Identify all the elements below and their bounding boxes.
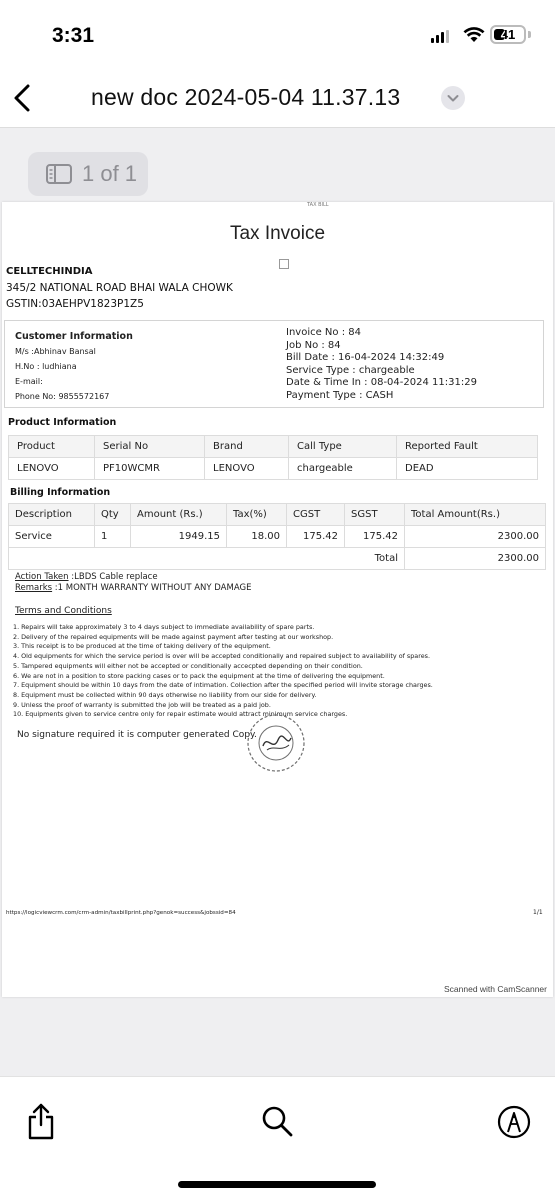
bottom-toolbar bbox=[0, 1076, 555, 1200]
customer-box bbox=[4, 320, 544, 408]
table-row bbox=[9, 458, 538, 480]
customer-info bbox=[15, 329, 133, 404]
table-cell: 175.42 bbox=[345, 526, 405, 548]
status-bar bbox=[0, 0, 555, 70]
chevron-down-icon[interactable] bbox=[441, 86, 465, 110]
invoice-heading: Tax Invoice bbox=[229, 223, 326, 244]
table-header: Qty bbox=[95, 504, 131, 526]
table-cell: Service bbox=[9, 526, 95, 548]
job-notes bbox=[15, 572, 251, 594]
battery-percent: 41 bbox=[500, 27, 516, 42]
table-header: Tax(%) bbox=[227, 504, 287, 526]
terms-list bbox=[13, 623, 433, 720]
search-icon[interactable] bbox=[261, 1105, 293, 1137]
company-gstin: GSTIN:03AEHPV1823P1Z5 bbox=[6, 298, 144, 310]
service-type: Service Type : chargeable bbox=[286, 364, 415, 376]
remarks-label: Remarks bbox=[15, 583, 53, 593]
list-item: 6. We are not in a position to store packing cases or to pack the equipment at the time of delivering the equipment. bbox=[13, 671, 385, 680]
table-header: Serial No bbox=[95, 436, 205, 458]
total-value: 2300.00 bbox=[405, 548, 546, 570]
table-header: Product bbox=[9, 436, 95, 458]
product-heading: Product Information bbox=[8, 417, 117, 428]
invoice-number: Invoice No : 84 bbox=[286, 327, 361, 338]
top-mark: TAX BILL bbox=[307, 202, 329, 208]
nav-bar bbox=[0, 70, 555, 128]
list-item: 1. Repairs will take approximately 3 to 4 days subject to immediate availability of spare parts. bbox=[13, 623, 315, 631]
list-item: 7. Equipment should be within 10 days from the date of intimation. Collection after the specified period will invite storage charges. bbox=[13, 681, 433, 690]
customer-name: M/s :Abhinav Bansal bbox=[15, 347, 96, 356]
sidebar-icon bbox=[46, 164, 72, 184]
customer-house: H.No : ludhiana bbox=[15, 362, 77, 371]
billing-heading: Billing Information bbox=[10, 487, 111, 498]
product-table bbox=[8, 435, 538, 480]
no-signature-note: No signature required it is computer generated Copy. bbox=[17, 730, 257, 740]
table-header: SGST bbox=[345, 504, 405, 526]
company-stamp bbox=[245, 712, 307, 774]
table-cell: 1949.15 bbox=[131, 526, 227, 548]
table-header: Total Amount(Rs.) bbox=[405, 504, 546, 526]
remarks-value: :1 MONTH WARRANTY WITHOUT ANY DAMAGE bbox=[52, 583, 252, 593]
company-address: 345/2 NATIONAL ROAD BHAI WALA CHOWK bbox=[6, 282, 233, 294]
job-number: Job No : 84 bbox=[286, 339, 341, 351]
table-header: Amount (Rs.) bbox=[131, 504, 227, 526]
broken-image-icon bbox=[279, 259, 289, 269]
table-row bbox=[9, 548, 546, 570]
table-row bbox=[9, 436, 538, 458]
signal-icon bbox=[431, 30, 449, 43]
table-cell: 18.00 bbox=[227, 526, 287, 548]
bill-date: Bill Date : 16-04-2024 14:32:49 bbox=[286, 352, 445, 363]
home-indicator bbox=[178, 1181, 376, 1188]
table-cell: 175.42 bbox=[287, 526, 345, 548]
page-indicator[interactable] bbox=[28, 152, 148, 196]
list-item: 2. Delivery of the repaired equipments will be made against payment after testing at our workshop. bbox=[13, 632, 334, 641]
page-indicator-label: 1 of 1 bbox=[82, 161, 138, 186]
list-item: 4. Old equipments for which the service period is over will be accepted conditionally and repaired subject to availability of spares. bbox=[13, 652, 430, 661]
customer-phone: Phone No: 9855572167 bbox=[15, 392, 110, 401]
remarks bbox=[15, 583, 251, 594]
status-time: 3:31 bbox=[52, 24, 95, 47]
list-item: 3. This receipt is to be produced at the time of taking delivery of the equipment. bbox=[13, 642, 271, 651]
customer-email: E-mail: bbox=[15, 377, 43, 386]
battery-icon bbox=[490, 25, 526, 44]
action-taken bbox=[15, 572, 251, 583]
terms-heading: Terms and Conditions bbox=[15, 606, 112, 616]
table-cell: 1 bbox=[95, 526, 131, 548]
table-header: Reported Fault bbox=[397, 436, 538, 458]
table-cell: DEAD bbox=[397, 458, 538, 480]
list-item: 9. Unless the proof of warranty is submitted the job will be treated as a paid job. bbox=[13, 700, 271, 709]
scanned-document[interactable] bbox=[2, 202, 553, 997]
table-cell: PF10WCMR bbox=[95, 458, 205, 480]
invoice-info bbox=[286, 327, 477, 402]
table-header: CGST bbox=[287, 504, 345, 526]
wifi-icon bbox=[463, 27, 485, 43]
billing-table bbox=[8, 503, 546, 570]
total-label: Total bbox=[9, 548, 405, 570]
scanner-watermark: Scanned with CamScanner bbox=[443, 984, 547, 994]
share-icon[interactable] bbox=[26, 1101, 56, 1141]
table-header: Brand bbox=[205, 436, 289, 458]
list-item: 8. Equipment must be collected within 90 days otherwise no liability from our side for delivery. bbox=[13, 690, 317, 699]
table-cell: LENOVO bbox=[9, 458, 95, 480]
battery-cap bbox=[528, 31, 531, 38]
page-number: 1/1 bbox=[533, 909, 543, 916]
action-value: :LBDS Cable replace bbox=[68, 572, 158, 582]
table-cell: chargeable bbox=[289, 458, 397, 480]
print-url: https://logicviewcrm.com/crm-admin/taxbillprint.php?genok=success&jobssid=84 bbox=[6, 910, 236, 916]
customer-heading: Customer Information bbox=[15, 331, 133, 342]
list-item: 10. Equipments given to service centre only for repair estimate would attract minimum service charges. bbox=[13, 710, 348, 719]
table-cell: 2300.00 bbox=[405, 526, 546, 548]
back-chevron-icon[interactable] bbox=[8, 80, 38, 116]
company-info bbox=[6, 265, 233, 311]
list-item: 5. Tampered equipments will either not be accepted or conditionally accecpted depending on their condition. bbox=[13, 661, 363, 670]
table-row bbox=[9, 504, 546, 526]
action-label: Action Taken bbox=[15, 572, 69, 582]
table-row bbox=[9, 526, 546, 548]
document-title[interactable]: new doc 2024-05-04 11.37.13 bbox=[91, 84, 401, 110]
table-header: Description bbox=[9, 504, 95, 526]
company-name: CELLTECHINDIA bbox=[6, 266, 93, 277]
table-header: Call Type bbox=[289, 436, 397, 458]
table-cell: LENOVO bbox=[205, 458, 289, 480]
markup-icon[interactable] bbox=[497, 1105, 531, 1139]
date-time-in: Date & Time In : 08-04-2024 11:31:29 bbox=[286, 377, 477, 388]
payment-type: Payment Type : CASH bbox=[286, 389, 394, 401]
